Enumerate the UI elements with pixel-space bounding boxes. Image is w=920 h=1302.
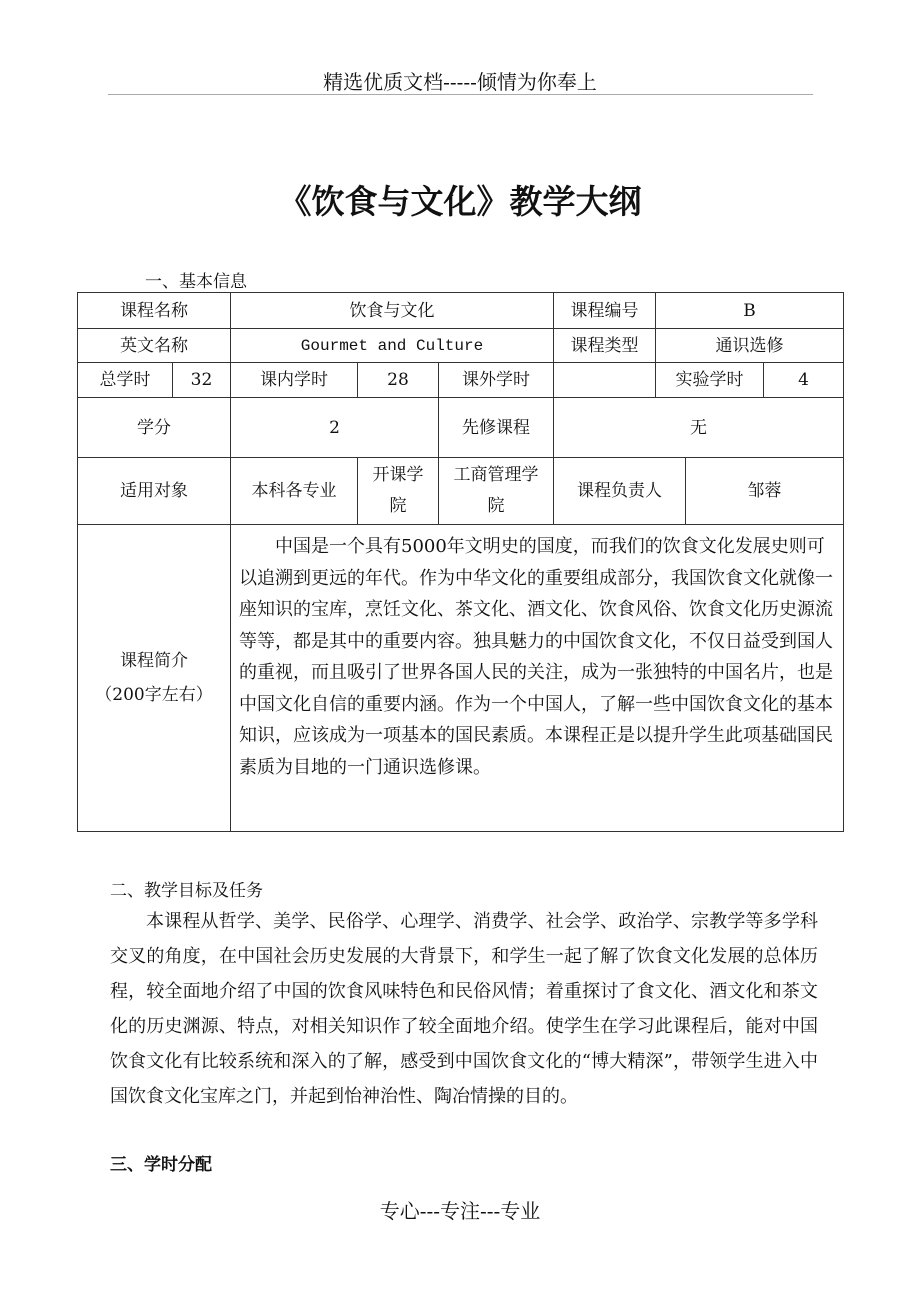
credits: 2 [231,398,439,458]
page-footer: 专心---专注---专业 [379,1199,541,1223]
document-title: 《饮食与文化》教学大纲 [278,182,642,221]
english-name-label: 英文名称 [78,329,231,363]
college: 工商管理学院 [439,458,554,525]
in-class-hours: 28 [358,363,439,398]
out-class-hours-label: 课外学时 [439,363,554,398]
prerequisite: 无 [554,398,844,458]
basic-info-table [77,292,844,832]
out-class-hours [554,363,656,398]
in-class-hours-label: 课内学时 [231,363,358,398]
english-name: Gourmet and Culture [231,329,554,363]
lab-hours-label: 实验学时 [656,363,764,398]
intro-label-cell [78,525,231,832]
prerequisite-label: 先修课程 [439,398,554,458]
intro-sublabel: （200字左右） [95,685,213,705]
audience-label: 适用对象 [78,458,231,525]
intro-label: 课程简介 [120,651,188,671]
course-intro: 中国是一个具有5000年文明史的国度，而我们的饮食文化发展史则可以追溯到更远的年代。作为中华文化的重要组成部分，我国饮食文化就像一座知识的宝库，烹饪文化、茶文化、酒文化、饮食风俗、饮食文化历史源流等等，都是其中的重要内容。独具魅力的中国饮食文化，不仅日益受到国人的重视，而且吸引了世界各国人民的关注，成为一张独特的中国名片，也是中国文化自信的重要内涵。作为一个中国人，了解一些中国饮食文化的基本知识，应该成为一项基本的国民素质。本课程正是以提升学生此项基础国民素质为目地的一门通识选修课。 [231,525,844,832]
course-code-label: 课程编号 [554,293,656,329]
section-3-heading: 三、学时分配 [110,1155,212,1175]
audience: 本科各专业 [231,458,358,525]
course-type: 通识选修 [656,329,844,363]
course-type-label: 课程类型 [554,329,656,363]
lead-label: 课程负责人 [554,458,686,525]
header-divider [108,94,813,95]
section-1-heading: 一、基本信息 [145,272,247,292]
section-2-body: 本课程从哲学、美学、民俗学、心理学、消费学、社会学、政治学、宗教学等多学科交叉的角度，在中国社会历史发展的大背景下，和学生一起了解了饮食文化发展的总体历程，较全面地介绍了中国的饮食风味特色和民俗风情；着重探讨了食文化、酒文化和茶文化的历史渊源、特点，对相关知识作了较全面地介绍。使学生在学习此课程后，能对中国饮食文化有比较系统和深入的了解，感受到中国饮食文化的“博大精深”，带领学生进入中国饮食文化宝库之门，并起到怡神治性、陶冶情操的目的。 [110,911,818,1107]
lead: 邹蓉 [686,458,844,525]
credits-label: 学分 [78,398,231,458]
page-header: 精选优质文档-----倾情为你奉上 [323,70,597,94]
total-hours: 32 [173,363,231,398]
total-hours-label: 总学时 [78,363,173,398]
college-label: 开课学院 [358,458,439,525]
lab-hours: 4 [764,363,844,398]
course-code: B [656,293,844,329]
section-2-heading: 二、教学目标及任务 [110,881,263,901]
course-name: 饮食与文化 [231,293,554,329]
course-name-label: 课程名称 [78,293,231,329]
